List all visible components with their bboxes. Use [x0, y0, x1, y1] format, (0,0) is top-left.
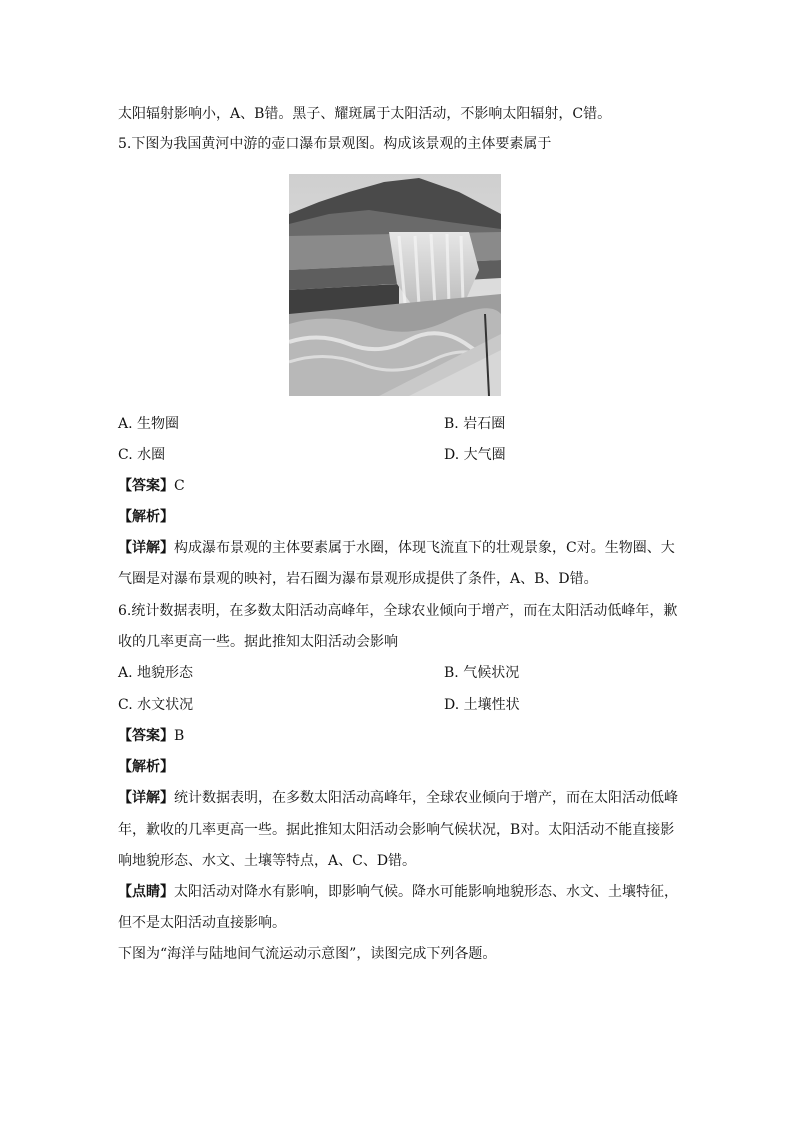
q5-option-a: A. 生物圈	[118, 416, 180, 432]
question-5: 5.下图为我国黄河中游的壶口瀑布景观图。构成该景观的主体要素属于	[118, 136, 552, 152]
q6-option-c: C. 水文状况	[118, 697, 194, 713]
explanation-text: 统计数据表明，在多数太阳活动高峰年，全球农业倾向于增产，而在太阳活动低峰	[174, 790, 678, 806]
q5-explanation	[118, 538, 675, 558]
text-line: 太阳辐射影响小，A、B错。黑子、耀斑属于太阳活动，不影响太阳辐射，C错。	[118, 106, 612, 122]
q6-option-b: B. 气候状况	[444, 665, 520, 681]
q5-option-d: D. 大气圈	[444, 447, 506, 463]
q5-analysis-label: 【解析】	[118, 509, 174, 525]
q6-answer	[118, 726, 184, 746]
next-question-intro: 下图为“海洋与陆地间气流运动示意图”，读图完成下列各题。	[118, 946, 497, 962]
answer-value: C	[174, 478, 185, 494]
answer-value: B	[174, 728, 185, 744]
key-point-text: 太阳活动对降水有影响，即影响气候。降水可能影响地貌形态、水文、土壤特征，	[174, 884, 678, 900]
q6-option-d: D. 土壤性状	[444, 697, 520, 713]
explanation-text: 构成瀑布景观的主体要素属于水圈，体现飞流直下的壮观景象，C对。生物圈、大	[174, 540, 675, 556]
q5-option-b: B. 岩石圈	[444, 416, 506, 432]
answer-label: 【答案】	[118, 728, 174, 744]
text-line: 年，歉收的几率更高一些。据此推知太阳活动会影响气候状况，B对。太阳活动不能直接影	[118, 822, 675, 838]
q5-answer	[118, 476, 185, 496]
question-6: 6.统计数据表明，在多数太阳活动高峰年，全球农业倾向于增产，而在太阳活动低峰年，歉	[118, 603, 678, 619]
key-point-label: 【点睛】	[118, 884, 174, 900]
text-line: 响地貌形态、水文、土壤等特点，A、C、D错。	[118, 853, 417, 869]
explanation-label: 【详解】	[118, 540, 174, 556]
q5-option-c: C. 水圈	[118, 447, 166, 463]
q6-analysis-label: 【解析】	[118, 759, 174, 775]
answer-label: 【答案】	[118, 478, 174, 494]
text-line: 但不是太阳活动直接影响。	[118, 915, 286, 931]
q6-key-point	[118, 882, 678, 902]
hukou-waterfall-photo	[289, 174, 501, 396]
text-line: 收的几率更高一些。据此推知太阳活动会影响	[118, 634, 398, 650]
text-line: 气圈是对瀑布景观的映衬，岩石圈为瀑布景观形成提供了条件，A、B、D错。	[118, 571, 598, 587]
explanation-label: 【详解】	[118, 790, 174, 806]
q6-explanation	[118, 788, 678, 808]
q6-option-a: A. 地貌形态	[118, 665, 194, 681]
